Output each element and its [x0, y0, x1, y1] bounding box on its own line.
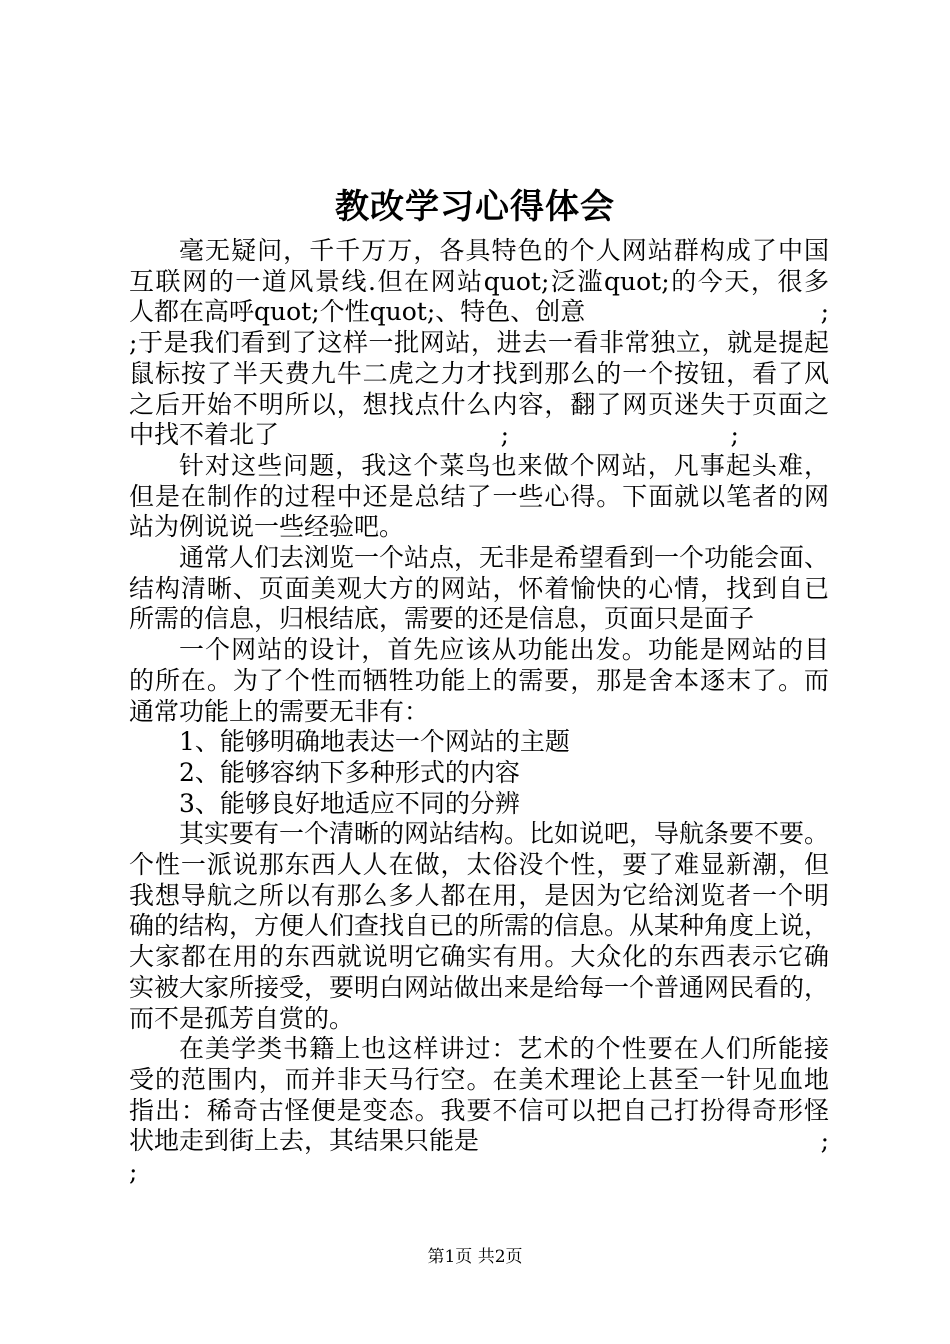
text-line: 所需的信息，归根结底，需要的还是信息，页面只是面子: [129, 604, 755, 634]
list-paragraph: [129, 727, 829, 819]
text-line: 一个网站的设计，首先应该从功能出发。功能是网站的目: [179, 635, 829, 665]
text-line: 其实要有一个清晰的网站结构。比如说吧，导航条要不要。: [179, 819, 830, 849]
text-line: 但是在制作的过程中还是总结了一些心得。下面就以笔者的网: [129, 481, 829, 511]
paragraph-3: [129, 543, 829, 635]
list-item: 1、能够明确地表达一个网站的主题: [179, 727, 570, 757]
text-line: 我想导航之所以有那么多人都在用，是因为它给浏览者一个明: [129, 880, 829, 910]
text-line: 通常人们去浏览一个站点，无非是希望看到一个功能会面、: [179, 543, 830, 573]
text-line: 针对这些问题，我这个菜鸟也来做个网站，凡事起头难，: [179, 450, 829, 480]
text-line: ;于是我们看到了这样一批网站，进去一看非常独立，就是提起: [129, 328, 829, 358]
text-segment: ;: [820, 297, 829, 327]
document-title: 教改学习心得体会: [335, 187, 615, 227]
text-line: 互联网的一道风景线.但在网站quot;泛滥quot;的今天，很多: [129, 266, 829, 296]
text-segment: ;: [500, 420, 509, 450]
text-line: ;: [129, 1157, 138, 1187]
text-line: [129, 297, 829, 328]
text-line: 通常功能上的需要无非有：: [129, 696, 430, 726]
text-line: 在美学类书籍上也这样讲过：艺术的个性要在人们所能接: [179, 1034, 829, 1064]
text-line: 而不是孤芳自赏的。: [129, 1003, 355, 1033]
text-line: 结构清晰、页面美观大方的网站，怀着愉快的心情，找到自已: [129, 573, 829, 603]
text-segment: 人都在高呼quot;个性quot;、特色、创意: [129, 297, 586, 327]
text-line: 实被大家所接受，要明白网站做出来是给每一个普通网民看的，: [129, 972, 830, 1002]
text-segment: ;: [730, 420, 739, 450]
text-line: [129, 1126, 829, 1157]
list-item: 3、能够良好地适应不同的分辨: [179, 788, 520, 818]
paragraph-1: [129, 236, 829, 451]
text-segment: ;: [820, 1126, 829, 1156]
text-segment: 状地走到街上去，其结果只能是: [129, 1126, 480, 1156]
text-line: 毫无疑问，千千万万，各具特色的个人网站群构成了中国: [179, 236, 829, 265]
text-line: 站为例说说一些经验吧。: [129, 512, 405, 542]
text-line: 确的结构，方便人们查找自已的所需的信息。从某种角度上说，: [129, 911, 830, 941]
document-body: [129, 236, 829, 1188]
paragraph-5: [129, 819, 829, 1034]
text-line: 个性一派说那东西人人在做，太俗没个性，要了难显新潮，但: [129, 850, 829, 880]
text-line: [129, 420, 829, 451]
paragraph-6: [129, 1034, 829, 1188]
text-line: 指出：稀奇古怪便是变态。我要不信可以把自己打扮得奇形怪: [129, 1095, 829, 1125]
text-segment: 中找不着北了: [129, 420, 280, 450]
text-line: 之后开始不明所以，想找点什么内容，翻了网页迷失于页面之: [129, 389, 829, 419]
list-item: 2、能够容纳下多种形式的内容: [179, 757, 520, 787]
text-line: 受的范围内，而并非天马行空。在美术理论上甚至一针见血地: [129, 1064, 829, 1094]
paragraph-2: [129, 451, 829, 543]
text-line: 的所在。为了个性而牺牲功能上的需要，那是舍本逐末了。而: [129, 665, 829, 695]
text-line: 鼠标按了半天费九牛二虎之力才找到那么的一个按钮，看了风: [129, 358, 829, 388]
page-footer: 第1页 共2页: [427, 1247, 523, 1267]
paragraph-4: [129, 635, 829, 727]
text-line: 大家都在用的东西就说明它确实有用。大众化的东西表示它确: [129, 942, 829, 972]
